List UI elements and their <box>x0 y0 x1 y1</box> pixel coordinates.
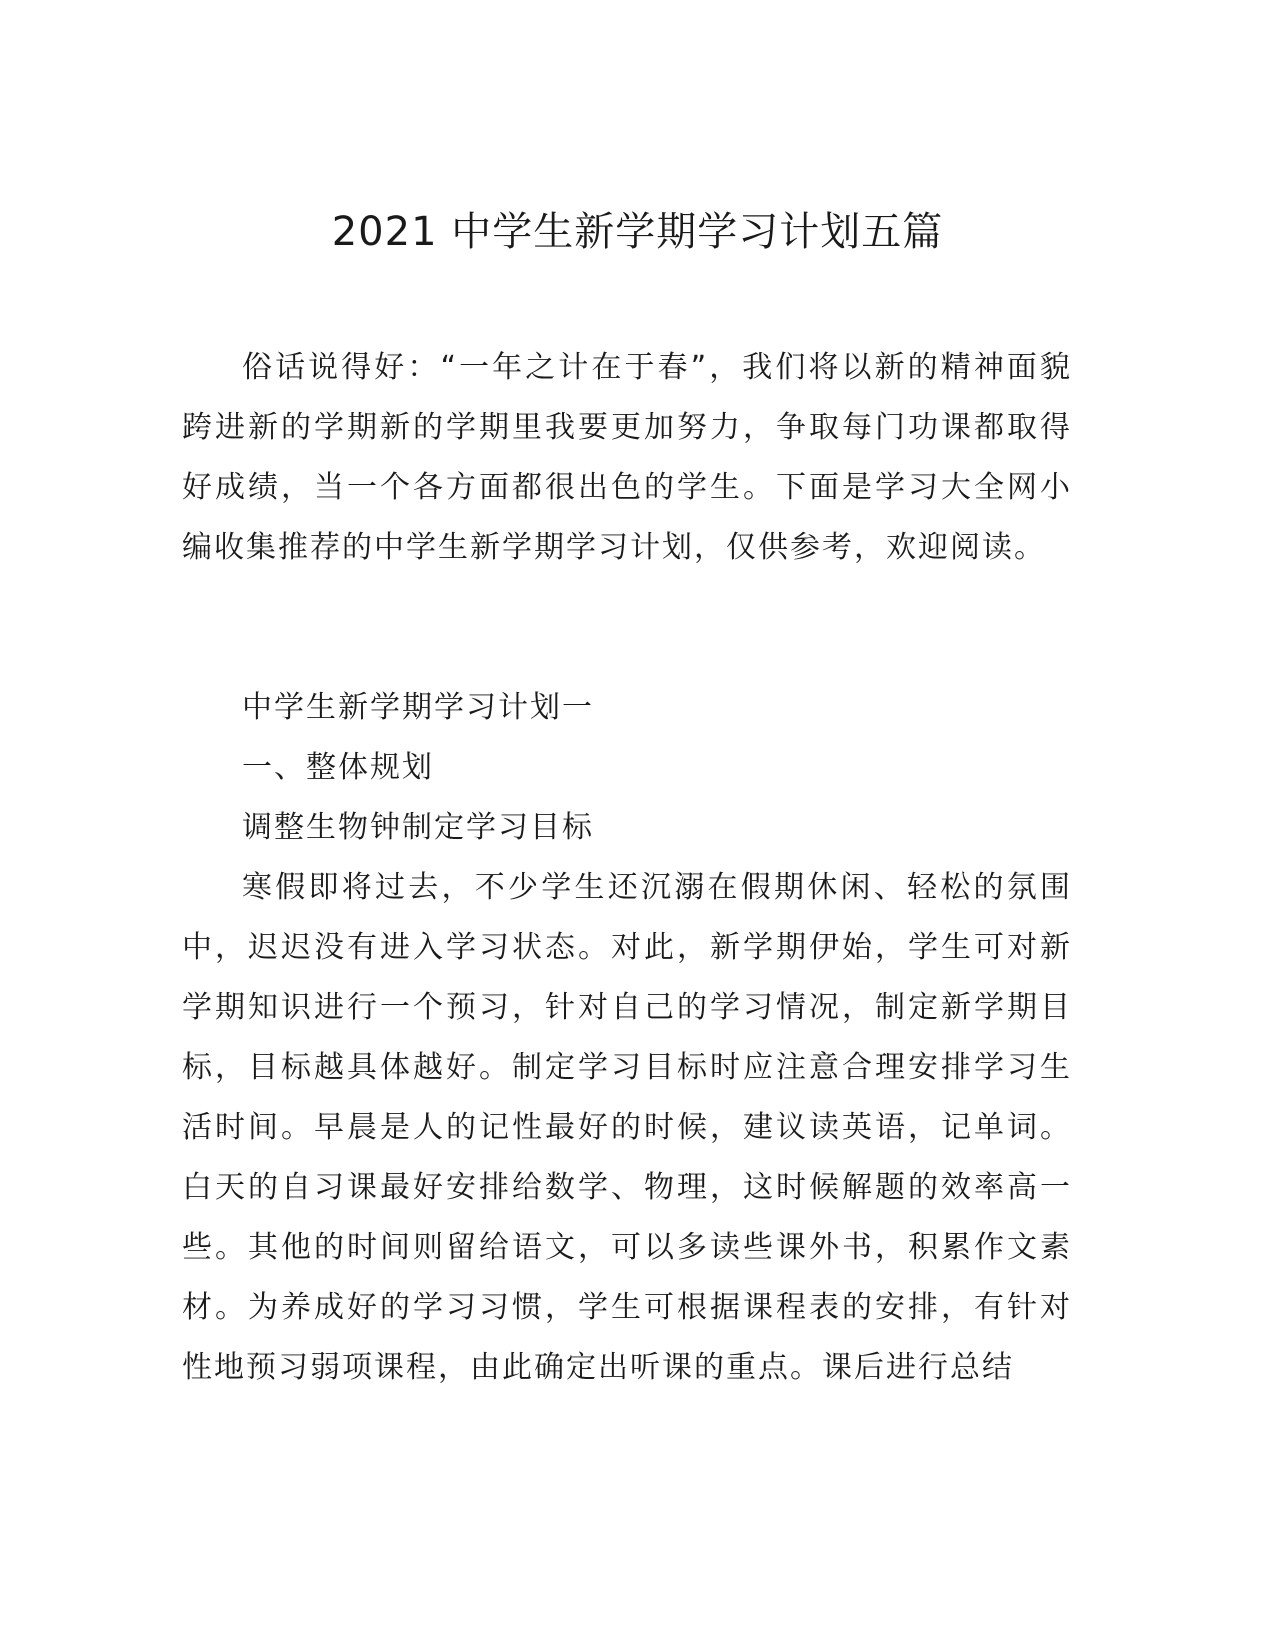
section-block <box>182 678 1072 1398</box>
subheading-goals: 调整生物钟制定学习目标 <box>242 810 594 845</box>
intro-paragraph: 俗话说得好：“一年之计在于春”，我们将以新的精神面貌跨进新的学期新的学期里我要更加努力，争取每门功课都取得好成绩，当一个各方面都很出色的学生。下面是学习大全网小编收集推荐的中学生新学期学习计划，仅供参考，欢迎阅读。 <box>182 350 1072 565</box>
intro-block <box>182 338 1072 578</box>
document-title: 2021 中学生新学期学习计划五篇 <box>331 209 944 255</box>
subheading-overall-plan: 一、整体规划 <box>242 750 434 785</box>
section-heading: 中学生新学期学习计划一 <box>242 690 594 725</box>
body-paragraph: 寒假即将过去，不少学生还沉溺在假期休闲、轻松的氛围中，迟迟没有进入学习状态。对此，新学期伊始，学生可对新学期知识进行一个预习，针对自己的学习情况，制定新学期目标，目标越具体越好。制定学习目标时应注意合理安排学习生活时间。早晨是人的记性最好的时候，建议读英语，记单词。白天的自习课最好安排给数学、物理，这时候解题的效率高一些。其他的时间则留给语文，可以多读些课外书，积累作文素材。为养成好的学习习惯，学生可根据课程表的安排，有针对性地预习弱项课程，由此确定出听课的重点。课后进行总结 <box>182 870 1072 1385</box>
